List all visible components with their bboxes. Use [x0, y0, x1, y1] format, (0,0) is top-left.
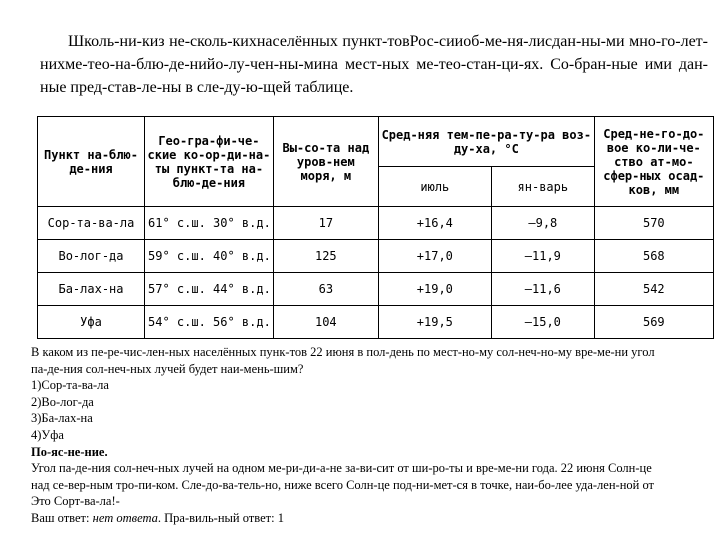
header-precip: Сред-не-го-до-вое ко-ли-че-ство ат-мо-сфер-ных осад-ков, мм — [594, 117, 713, 207]
table-row — [38, 240, 714, 273]
answer-option: 4)Уфа — [31, 427, 64, 442]
table-row — [38, 273, 714, 306]
header-temp: Сред-няя тем-пе-ра-ту-ра воз-ду-ха, °С — [378, 117, 594, 167]
intro-text: Школь-ни-киз не-сколь-кихнаселённых пункт-товРос-сииоб-ме-ня-лисдан-ны-ми мно-го-лет-нихме-тео-на-блю-де-нийо-лу-чен-ны-мина мест-ных ме-тео-стан-ци-ях. Со-бран-ные ими дан-ные пред-став-ле-ны в сле-ду-ю-щей таблице. — [40, 33, 708, 96]
table-row — [38, 306, 714, 339]
cell-height: 104 — [273, 306, 378, 339]
cell-name: Ба-лах-на — [38, 273, 145, 306]
user-answer: нет ответа — [92, 510, 158, 525]
question-text: В каком из пе-ре-чис-лен-ных населённых пунк-тов 22 июня в пол-день по мест-но-му сол-неч-но-му вре-ме-ни угол — [31, 345, 655, 359]
cell-jan: –9,8 — [491, 207, 594, 240]
cell-coord: 57° с.ш. 44° в.д. — [145, 273, 274, 306]
cell-july: +19,0 — [378, 273, 491, 306]
header-july: июль — [378, 167, 491, 207]
cell-jan: –15,0 — [491, 306, 594, 339]
cell-height: 17 — [273, 207, 378, 240]
cell-coord: 61° с.ш. 30° в.д. — [145, 207, 274, 240]
table-row — [38, 207, 714, 240]
header-geo: Гео-гра-фи-че-ские ко-ор-ди-на-ты пункт-та на-блю-де-ния — [145, 117, 274, 207]
answer-middle: . Пра-виль-ный ответ: — [157, 510, 278, 525]
header-height: Вы-со-та над уров-нем моря, м — [273, 117, 378, 207]
cell-july: +17,0 — [378, 240, 491, 273]
cell-precip: 569 — [594, 306, 713, 339]
answer-option: 3)Ба-лах-на — [31, 411, 93, 426]
cell-precip: 568 — [594, 240, 713, 273]
correct-answer: 1 — [277, 510, 284, 525]
solution-label: По-яс-не-ние. — [31, 444, 108, 459]
question-text-cont: па-де-ния сол-неч-ных лучей будет наи-мень-шим? — [31, 361, 304, 376]
question-block — [31, 344, 720, 527]
cell-coord: 59° с.ш. 40° в.д. — [145, 240, 274, 273]
cell-precip: 542 — [594, 273, 713, 306]
solution-text: Угол па-де-ния сол-неч-ных лучей на одном ме-ри-ди-а-не за-ви-сит от ши-ро-ты и вре-ме-ни года. 22 июня Солн-це — [31, 461, 652, 476]
cell-name: Во-лог-да — [38, 240, 145, 273]
cell-coord: 54° с.ш. 56° в.д. — [145, 306, 274, 339]
cell-jan: –11,6 — [491, 273, 594, 306]
cell-name: Уфа — [38, 306, 145, 339]
cell-name: Сор-та-ва-ла — [38, 207, 145, 240]
header-point: Пункт на-блю-де-ния — [38, 117, 145, 207]
cell-jan: –11,9 — [491, 240, 594, 273]
cell-height: 125 — [273, 240, 378, 273]
weather-table — [37, 116, 714, 339]
solution-text-cont: над се-вер-ным тро-пи-ком. Сле-до-ва-тель-но, ниже всего Солн-це под-ни-мет-ся в точке, наи-бо-лее уда-лен-ной от — [31, 477, 654, 492]
answer-line — [31, 510, 720, 527]
cell-july: +19,5 — [378, 306, 491, 339]
answer-option: 1)Сор-та-ва-ла — [31, 378, 109, 393]
answer-prefix: Ваш ответ: — [31, 510, 93, 525]
answer-option: 2)Во-лог-да — [31, 394, 94, 409]
cell-july: +16,4 — [378, 207, 491, 240]
solution-conclusion: Это Сорт-ва-ла!- — [31, 494, 120, 509]
header-jan: ян-варь — [491, 167, 594, 207]
cell-precip: 570 — [594, 207, 713, 240]
table-header-row — [38, 117, 714, 167]
cell-height: 63 — [273, 273, 378, 306]
